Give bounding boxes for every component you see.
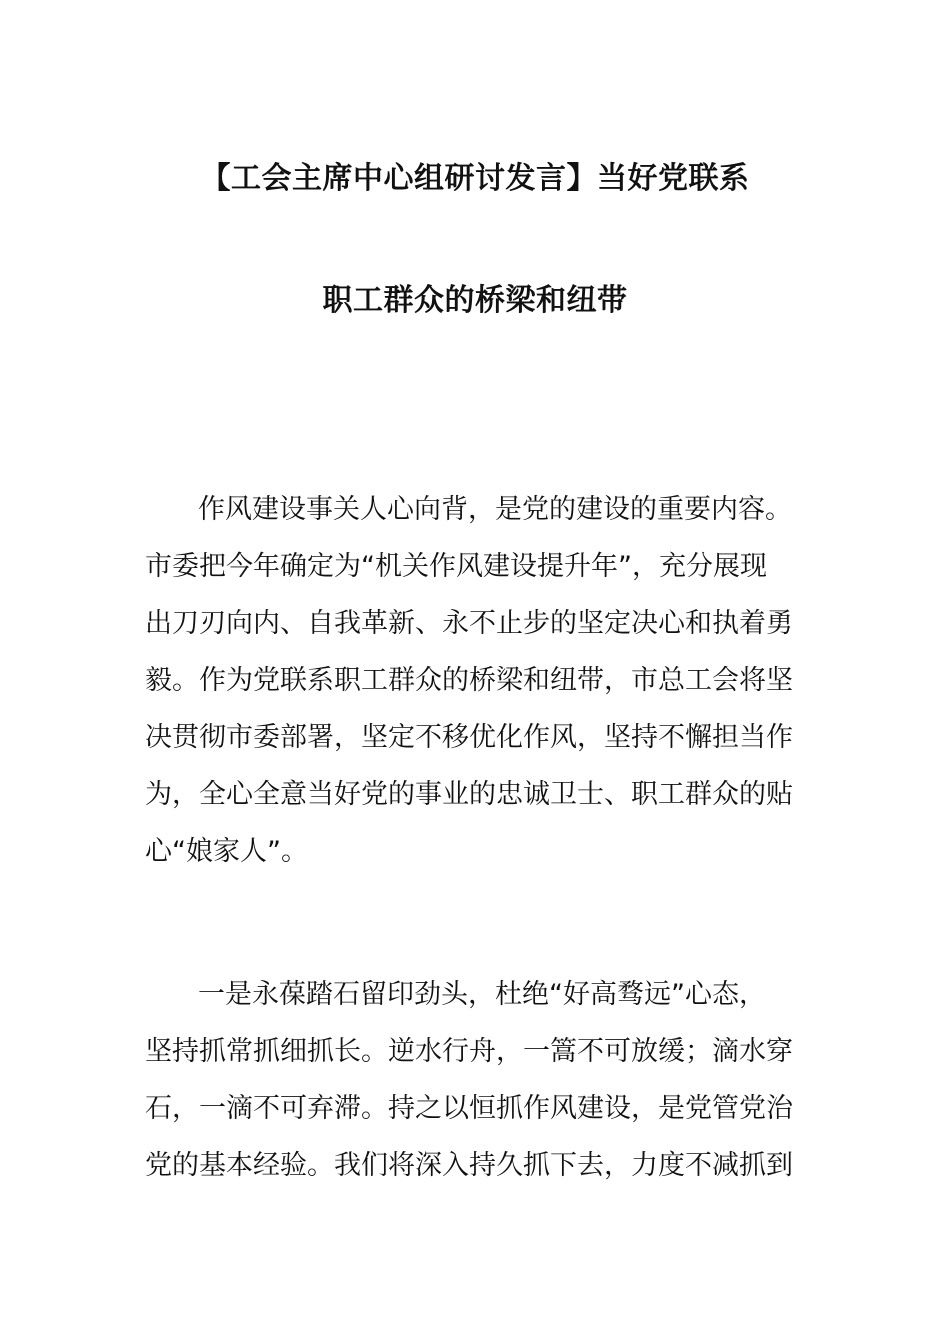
paragraph-1-line-5: 决贯彻市委部署，坚定不移优化作风，坚持不懈担当作 [145,722,793,753]
paragraph-2-line-2: 坚持抓常抓细抓长。逆水行舟，一篙不可放缓；滴水穿 [145,1036,793,1067]
paragraph-1-line-7: 心“娘家人”。 [145,836,308,867]
document-title-line-2: 职工群众的桥梁和纽带 [322,283,628,318]
paragraph-1-line-2: 市委把今年确定为“机关作风建设提升年”，充分展现 [145,551,767,582]
paragraph-1-line-6: 为，全心全意当好党的事业的忠诚卫士、职工群众的贴 [145,779,793,810]
paragraph-1-line-1: 作风建设事关人心向背，是党的建设的重要内容。 [198,494,792,525]
paragraph-2-line-1: 一是永葆踏石留印劲头，杜绝“好高骛远”心态， [198,979,766,1010]
paragraph-1-line-3: 出刀刃向内、自我革新、永不止步的坚定决心和执着勇 [145,608,793,639]
paragraph-1-line-4: 毅。作为党联系职工群众的桥梁和纽带，市总工会将坚 [145,665,793,696]
document-title-line-1: 【工会主席中心组研讨发言】当好党联系 [200,161,750,196]
paragraph-2-line-3: 石，一滴不可弃滞。持之以恒抓作风建设，是党管党治 [145,1093,793,1124]
paragraph-2-line-4: 党的基本经验。我们将深入持久抓下去，力度不减抓到 [145,1150,793,1181]
